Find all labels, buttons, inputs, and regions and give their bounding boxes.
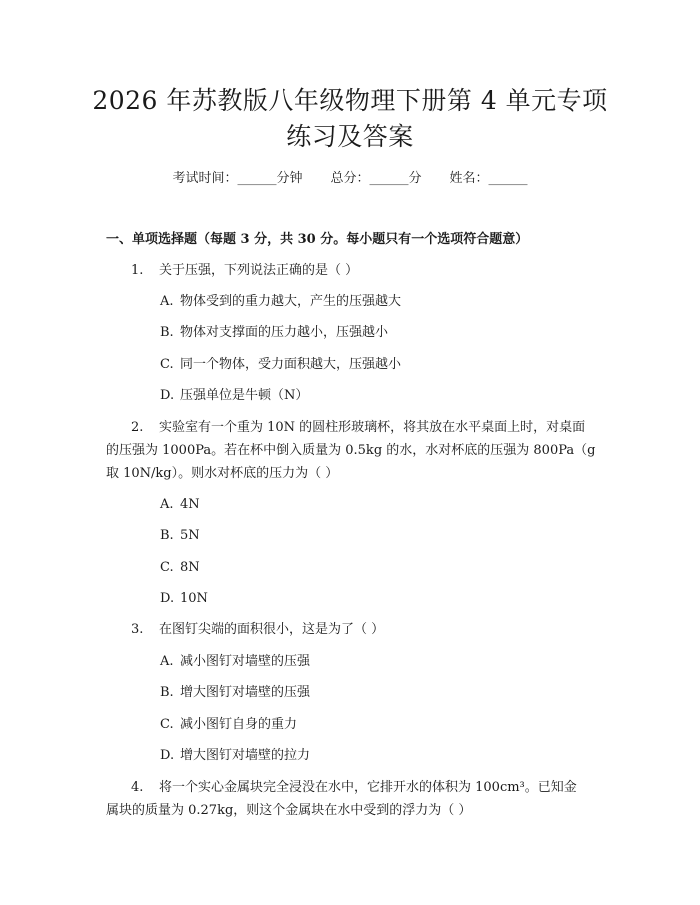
question-2-stem-line-3: 取 10N/kg）。则水对杯底的压力为（ ） bbox=[106, 466, 339, 481]
question-text: 在图钉尖端的面积很小，这是为了（ ） bbox=[159, 622, 385, 637]
question-3-option-a bbox=[160, 653, 310, 671]
question-number: 4. bbox=[131, 780, 144, 795]
exam-meta bbox=[0, 170, 700, 188]
question-1-option-d bbox=[160, 387, 308, 405]
option-text: 增大图钉对墙壁的拉力 bbox=[180, 748, 311, 763]
option-label: A. bbox=[160, 294, 174, 309]
option-label: A. bbox=[160, 497, 174, 512]
option-label: C. bbox=[160, 560, 174, 575]
option-label: B. bbox=[160, 685, 174, 700]
question-3-option-c bbox=[160, 716, 297, 734]
option-text: 同一个物体，受力面积越大，压强越小 bbox=[180, 357, 402, 372]
score-blank: ______分 bbox=[369, 171, 422, 186]
option-text: 8N bbox=[180, 560, 200, 575]
option-label: D. bbox=[160, 748, 175, 763]
question-2-option-b bbox=[160, 527, 200, 545]
question-3-option-d bbox=[160, 747, 310, 765]
question-number: 2. bbox=[131, 420, 144, 435]
question-2-option-d bbox=[160, 590, 208, 608]
question-2-option-a bbox=[160, 496, 200, 514]
option-text: 物体对支撑面的压力越小，压强越小 bbox=[180, 325, 389, 340]
question-4-stem bbox=[131, 779, 577, 797]
question-3-stem bbox=[131, 621, 384, 639]
document-title-line-1: 2026 年苏教版八年级物理下册第 4 单元专项 bbox=[92, 86, 608, 115]
question-number: 3. bbox=[131, 622, 144, 637]
question-text: 实验室有一个重为 10N 的圆柱形玻璃杯，将其放在水平桌面上时，对桌面 bbox=[159, 420, 586, 435]
score-label: 总分： bbox=[330, 171, 370, 186]
question-1-option-b bbox=[160, 324, 388, 342]
question-number: 1. bbox=[131, 263, 144, 278]
option-label: B. bbox=[160, 528, 174, 543]
question-1-option-c bbox=[160, 356, 401, 374]
question-4-stem-line-2: 属块的质量为 0.27kg，则这个金属块在水中受到的浮力为（ ） bbox=[106, 803, 472, 818]
option-text: 减小图钉对墙壁的压强 bbox=[180, 654, 311, 669]
option-text: 物体受到的重力越大，产生的压强越大 bbox=[180, 294, 402, 309]
question-2-stem-line-2: 的压强为 1000Pa。若在杯中倒入质量为 0.5kg 的水，水对杯底的压强为 800Pa（g bbox=[106, 443, 596, 458]
option-label: D. bbox=[160, 388, 175, 403]
question-text: 关于压强，下列说法正确的是（ ） bbox=[159, 263, 359, 278]
question-2-option-c bbox=[160, 559, 200, 577]
option-label: D. bbox=[160, 591, 175, 606]
option-text: 4N bbox=[180, 497, 200, 512]
question-text: 将一个实心金属块完全浸没在水中，它排开水的体积为 100cm³。已知金 bbox=[159, 780, 577, 795]
name-label: 姓名： bbox=[449, 171, 489, 186]
question-3-option-b bbox=[160, 684, 310, 702]
option-label: C. bbox=[160, 717, 174, 732]
question-2-stem bbox=[131, 419, 585, 437]
option-text: 压强单位是牛顿（N） bbox=[180, 388, 309, 403]
option-text: 5N bbox=[180, 528, 200, 543]
option-text: 10N bbox=[180, 591, 208, 606]
question-1-option-a bbox=[160, 293, 401, 311]
option-text: 减小图钉自身的重力 bbox=[180, 717, 298, 732]
time-label: 考试时间： bbox=[172, 171, 238, 186]
option-label: B. bbox=[160, 325, 174, 340]
option-label: C. bbox=[160, 357, 174, 372]
option-text: 增大图钉对墙壁的压强 bbox=[180, 685, 311, 700]
time-blank: ______分钟 bbox=[237, 171, 303, 186]
question-1-stem bbox=[131, 262, 358, 280]
name-blank: ______ bbox=[488, 171, 528, 186]
section-heading: 一、单项选择题（每题 3 分，共 30 分。每小题只有一个选项符合题意） bbox=[106, 232, 529, 247]
document-title-line-2: 练习及答案 bbox=[286, 122, 414, 151]
option-label: A. bbox=[160, 654, 174, 669]
